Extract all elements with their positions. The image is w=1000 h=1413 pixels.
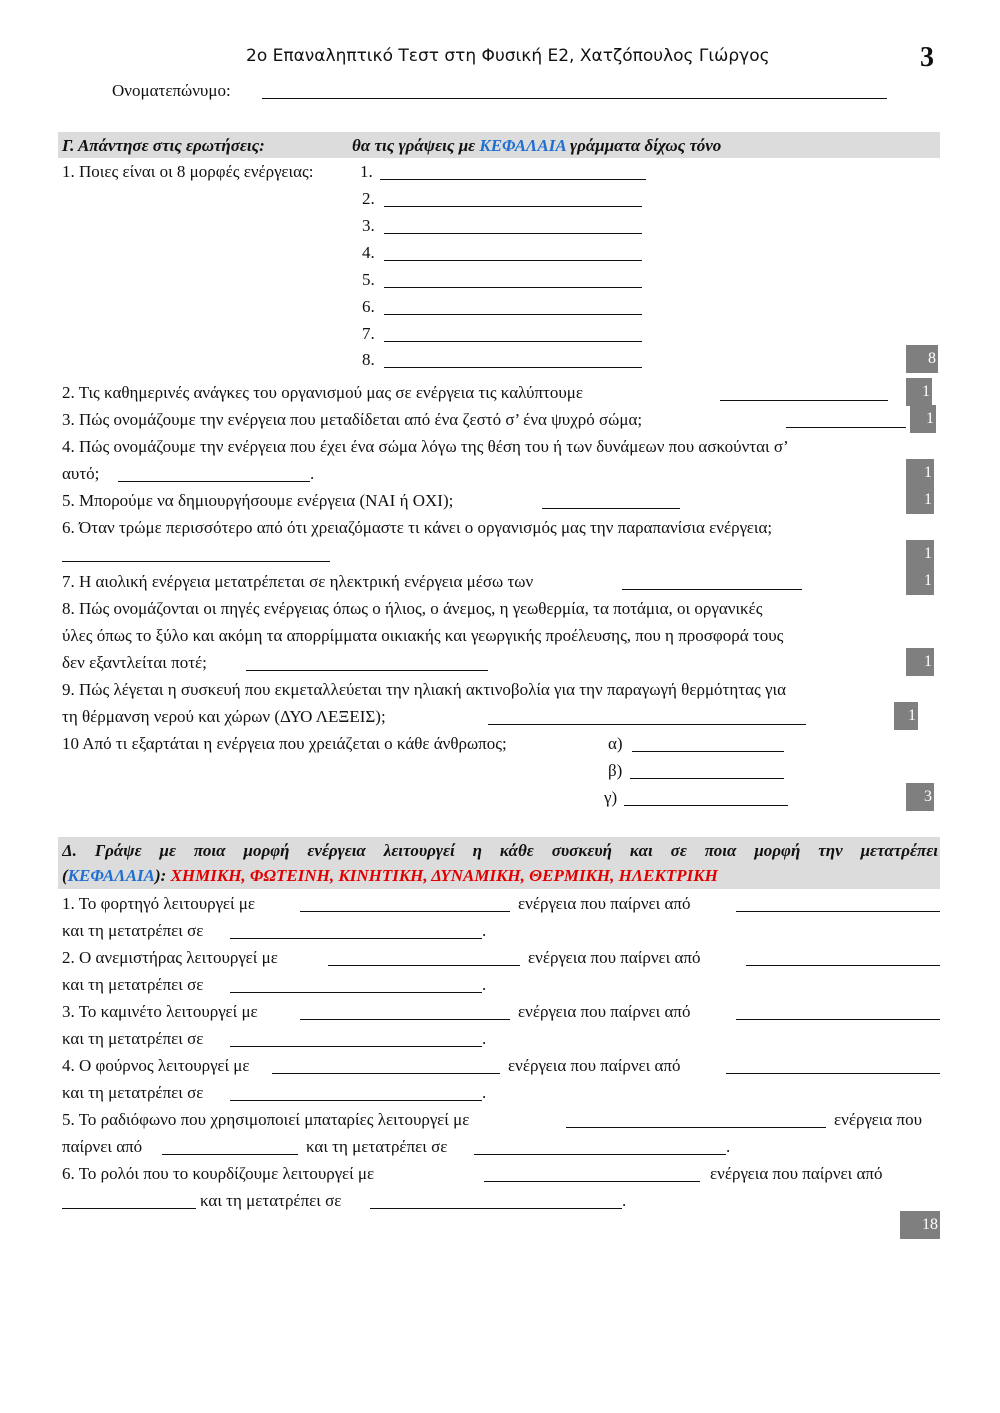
score-badge: 1 <box>906 459 934 487</box>
energy-forms-list: ΧΗΜΙΚΗ, ΦΩΤΕΙΝΗ, ΚΙΝΗΤΙΚΗ, ΔΥΝΑΜΙΚΗ, ΘΕΡΜΙΚΗ, ΗΛΕΚΤΡΙΚΗ <box>170 866 718 885</box>
q2-answer[interactable] <box>720 400 888 401</box>
d3-energy-answer[interactable] <box>300 1019 510 1020</box>
d1-period: . <box>482 921 487 940</box>
q1-answer-1[interactable] <box>380 179 646 180</box>
d1-source-answer[interactable] <box>736 911 940 912</box>
paren-open: ( <box>62 866 68 885</box>
page-number: 3 <box>920 42 934 73</box>
q10-option-c: γ) <box>604 788 618 807</box>
question-1: 1. Ποιες είναι οι 8 μορφές ενέργειας: <box>62 162 314 181</box>
score-badge: 1 <box>906 540 934 568</box>
score-badge: 1 <box>910 405 936 433</box>
d5-energy-answer[interactable] <box>566 1127 826 1128</box>
q1-num-2: 2. <box>362 189 375 208</box>
score-badge: 1 <box>906 567 934 595</box>
d-item-2: 2. Ο ανεμιστήρας λειτουργεί με <box>62 948 278 967</box>
question-9-line-2: τη θέρμανση νερού και χώρων (ΔΥΟ ΛΕΞΕΙΣ); <box>62 707 386 726</box>
section-d-forms-line <box>62 867 718 884</box>
section-d-heading: Δ. Γράψε με ποια μορφή ενέργεια λειτουργεί η κάθε συσκευή και σε ποια μορφή την μετατρέπει <box>62 842 938 860</box>
q1-num-7: 7. <box>362 324 375 343</box>
d-item-3: 3. Το καμινέτο λειτουργεί με <box>62 1002 258 1021</box>
d2-energy-from: ενέργεια που παίρνει από <box>528 948 701 967</box>
d6-energy-answer[interactable] <box>484 1181 700 1182</box>
d4-converts-answer[interactable] <box>230 1100 482 1101</box>
section-c-instruction <box>352 137 721 154</box>
document-title: 2ο Επαναληπτικό Τεστ στη Φυσική Ε2, Χατζόπουλος Γιώργος <box>246 46 770 66</box>
d5-energy-label: ενέργεια που <box>834 1110 923 1129</box>
q3-answer[interactable] <box>786 427 906 428</box>
d5-converts-answer[interactable] <box>474 1154 726 1155</box>
q1-num-8: 8. <box>362 350 375 369</box>
q1-answer-5[interactable] <box>384 287 642 288</box>
d2-converts-label: και τη μετατρέπει σε <box>62 975 204 994</box>
q4-period: . <box>310 464 315 483</box>
score-badge: 3 <box>906 783 934 811</box>
d1-converts-label: και τη μετατρέπει σε <box>62 921 204 940</box>
d-item-6: 6. Το ρολόι που το κουρδίζουμε λειτουργεί με <box>62 1164 375 1183</box>
question-6: 6. Όταν τρώμε περισσότερο από ότι χρειαζόμαστε τι κάνει ο οργανισμός μας την παραπανίσια ενέργεια; <box>62 518 773 537</box>
d3-converts-label: και τη μετατρέπει σε <box>62 1029 204 1048</box>
q8-answer[interactable] <box>246 670 488 671</box>
d2-converts-answer[interactable] <box>230 992 482 993</box>
q1-num-5: 5. <box>362 270 375 289</box>
d1-energy-answer[interactable] <box>300 911 510 912</box>
question-3: 3. Πώς ονομάζουμε την ενέργεια που μεταδίδεται από ένα ζεστό σ’ ένα ψυχρό σώμα; <box>62 410 643 429</box>
d-item-5: 5. Το ραδιόφωνο που χρησιμοποιεί μπαταρίες λειτουργεί με <box>62 1110 470 1129</box>
d6-source-answer[interactable] <box>62 1208 196 1209</box>
d4-converts-label: και τη μετατρέπει σε <box>62 1083 204 1102</box>
q1-answer-3[interactable] <box>384 233 642 234</box>
question-4-line-2: αυτό; <box>62 464 100 483</box>
q10-option-a: α) <box>608 734 623 753</box>
question-8-line-3: δεν εξαντλείται ποτέ; <box>62 653 207 672</box>
q1-answer-7[interactable] <box>384 341 642 342</box>
instruction-caps: ΚΕΦΑΛΑΙΑ <box>479 136 566 155</box>
score-badge: 1 <box>906 378 932 406</box>
section-c-heading: Γ. Απάντησε στις ερωτήσεις: <box>62 136 265 155</box>
d6-converts-label: και τη μετατρέπει σε <box>200 1191 342 1210</box>
d4-energy-from: ενέργεια που παίρνει από <box>508 1056 681 1075</box>
caps-word: ΚΕΦΑΛΑΙΑ <box>67 866 155 885</box>
d6-converts-answer[interactable] <box>370 1208 622 1209</box>
name-label: Ονοματεπώνυμο: <box>112 81 231 100</box>
score-badge: 8 <box>906 345 938 373</box>
question-2: 2. Τις καθημερινές ανάγκες του οργανισμού μας σε ενέργεια τις καλύπτουμε <box>62 383 584 402</box>
q10-answer-b[interactable] <box>630 778 784 779</box>
q10-answer-a[interactable] <box>632 751 784 752</box>
q10-option-b: β) <box>608 761 623 780</box>
d-item-4: 4. Ο φούρνος λειτουργεί με <box>62 1056 250 1075</box>
d3-source-answer[interactable] <box>736 1019 940 1020</box>
d-item-1: 1. Το φορτηγό λειτουργεί με <box>62 894 256 913</box>
score-badge: 1 <box>894 702 918 730</box>
instruction-suffix: γράμματα δίχως τόνο <box>570 136 722 155</box>
q1-answer-8[interactable] <box>384 367 642 368</box>
q1-answer-4[interactable] <box>384 260 642 261</box>
name-field[interactable] <box>262 98 887 99</box>
d4-period: . <box>482 1083 487 1102</box>
q1-num-3: 3. <box>362 216 375 235</box>
question-8-line-1: 8. Πώς ονομάζονται οι πηγές ενέργειας όπως ο ήλιος, ο άνεμος, η γεωθερμία, τα ποτάμια, οι οργανικές <box>62 599 763 618</box>
q10-answer-c[interactable] <box>624 805 788 806</box>
d1-converts-answer[interactable] <box>230 938 482 939</box>
paren-close: ): <box>155 866 167 885</box>
d4-energy-answer[interactable] <box>272 1073 500 1074</box>
d3-converts-answer[interactable] <box>230 1046 482 1047</box>
d5-period: . <box>726 1137 731 1156</box>
d2-source-answer[interactable] <box>746 965 940 966</box>
d3-energy-from: ενέργεια που παίρνει από <box>518 1002 691 1021</box>
question-9-line-1: 9. Πώς λέγεται η συσκευή που εκμεταλλεύεται την ηλιακή ακτινοβολία για την παραγωγή θερμότητας για <box>62 680 786 699</box>
d6-period: . <box>622 1191 627 1210</box>
q1-answer-6[interactable] <box>384 314 642 315</box>
d1-energy-from: ενέργεια που παίρνει από <box>518 894 691 913</box>
d2-energy-answer[interactable] <box>328 965 520 966</box>
instruction-prefix: θα τις γράψεις με <box>352 136 476 155</box>
q5-answer[interactable] <box>542 508 680 509</box>
d4-source-answer[interactable] <box>726 1073 940 1074</box>
q1-num-1: 1. <box>360 162 373 181</box>
total-score-badge: 18 <box>900 1211 940 1239</box>
q1-num-6: 6. <box>362 297 375 316</box>
d2-period: . <box>482 975 487 994</box>
d5-converts-label: και τη μετατρέπει σε <box>306 1137 448 1156</box>
question-8-line-2: ύλες όπως το ξύλο και ακόμη τα απορρίμματα οικιακής και γεωργικής προέλευσης, που η προσφορά τους <box>62 626 784 645</box>
q7-answer[interactable] <box>622 589 802 590</box>
q1-num-4: 4. <box>362 243 375 262</box>
q1-answer-2[interactable] <box>384 206 642 207</box>
score-badge: 1 <box>906 648 934 676</box>
d6-energy-from: ενέργεια που παίρνει από <box>710 1164 883 1183</box>
q4-answer[interactable] <box>118 481 310 482</box>
question-4-line-1: 4. Πώς ονομάζουμε την ενέργεια που έχει ένα σώμα λόγω της θέση του ή των δυνάμεων που ασκούνται σ’ <box>62 437 789 456</box>
d5-source-answer[interactable] <box>162 1154 298 1155</box>
q6-answer[interactable] <box>62 561 330 562</box>
question-7: 7. Η αιολική ενέργεια μετατρέπεται σε ηλεκτρική ενέργεια μέσω των <box>62 572 534 591</box>
q9-answer[interactable] <box>488 724 806 725</box>
score-badge: 1 <box>906 486 934 514</box>
question-5: 5. Μπορούμε να δημιουργήσουμε ενέργεια (ΝΑΙ ή ΟΧΙ); <box>62 491 454 510</box>
question-10: 10 Από τι εξαρτάται η ενέργεια που χρειάζεται ο κάθε άνθρωπος; <box>62 734 507 753</box>
d3-period: . <box>482 1029 487 1048</box>
d5-source-label: παίρνει από <box>62 1137 143 1156</box>
